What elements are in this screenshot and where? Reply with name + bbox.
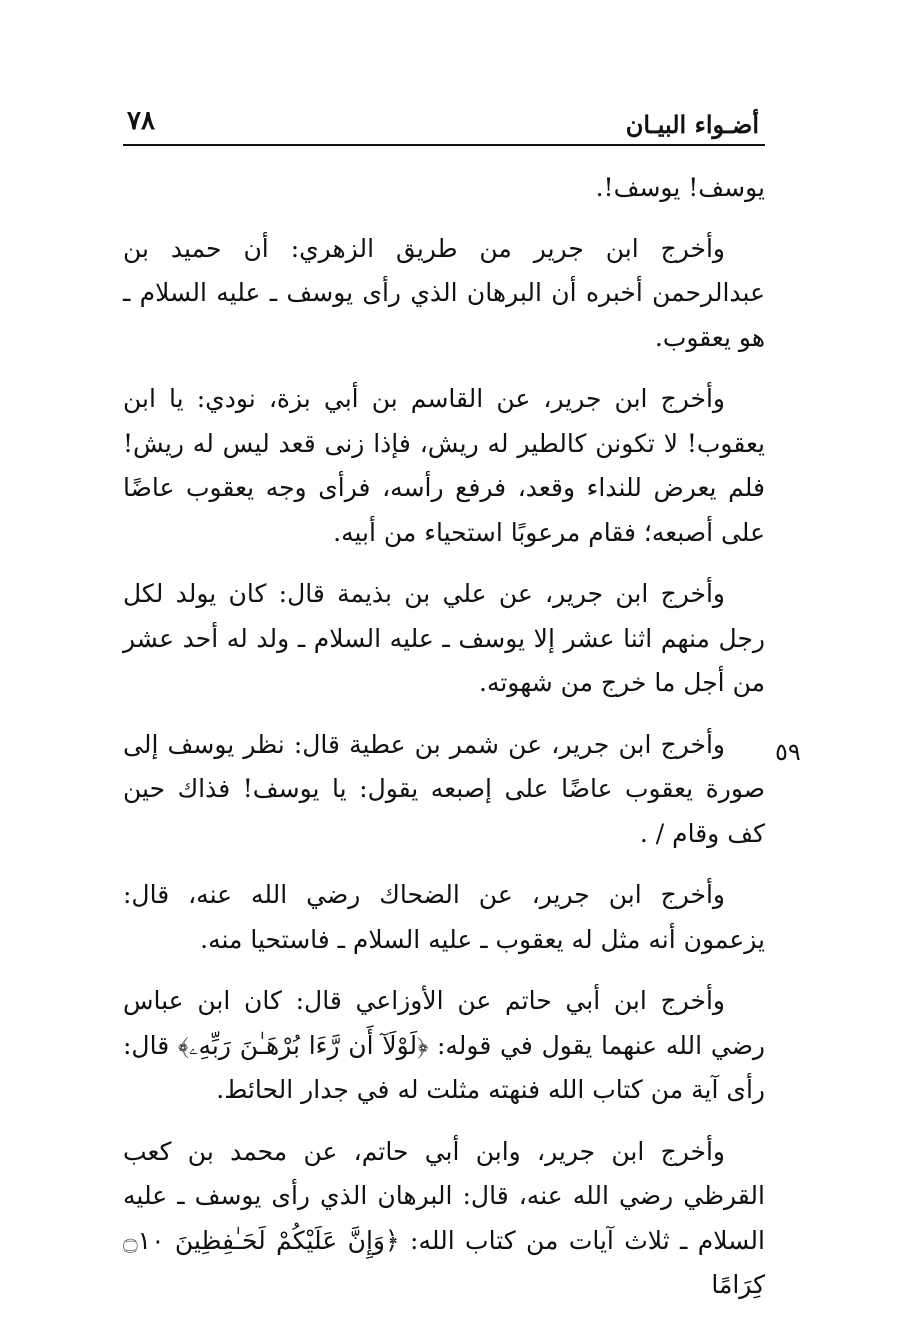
page-header <box>123 102 765 146</box>
margin-page-marker: ٥٩ <box>775 738 801 766</box>
paragraph: وأخرج ابن جرير، عن شمر بن عطية قال: نظر يوسف إلى صورة يعقوب عاضًا على إصبعه يقول: يا يوسف! فذاك حين كف وقام / . <box>123 729 765 848</box>
paragraph: وأخرج ابن جرير، عن الضحاك رضي الله عنه، قال: يزعمون أنه مثل له يعقوب ـ عليه السلام ـ فاستحيا منه. <box>123 880 765 954</box>
paragraph: وأخرج ابن أبي حاتم عن الأوزاعي قال: كان ابن عباس رضي الله عنهما يقول في قوله: ﴿لَوْلَآ أَن رَّءَا بُرْهَـٰنَ رَبِّهِۦ﴾ قال: رأى آية من كتاب الله فنهته مثلت له في جدار الحائط. <box>123 986 765 1104</box>
paragraph: وأخرج ابن جرير، وابن أبي حاتم، عن محمد بن كعب القرظي رضي الله عنه، قال: البرهان الذي رأى يوسف ـ عليه السلام ـ ثلاث آيات من كتاب الله: ﴿وَإِنَّ عَلَيْكُمْ لَحَـٰفِظِينَ ۝١٠ كِرَامًا <box>123 1136 765 1299</box>
paragraph: يوسف! يوسف!. <box>595 173 765 202</box>
paragraph: وأخرج ابن جرير، عن القاسم بن أبي بزة، نودي: يا ابن يعقوب! لا تكونن كالطير له ريش، فإذا زنى قعد ليس له ريش! فلم يعرض للنداء وقعد، فرفع رأسه، فرأى وجه يعقوب عاضًا على أصبعه؛ فقام مرعوبًا استحياء من أبيه. <box>123 384 765 547</box>
page-body <box>123 166 765 1325</box>
running-title: أضـواء البيـان <box>625 110 759 139</box>
paragraph: وأخرج ابن جرير من طريق الزهري: أن حميد بن عبدالرحمن أخبره أن البرهان الذي رأى يوسف ـ عليه السلام ـ هو يعقوب. <box>123 233 765 352</box>
paragraph: وأخرج ابن جرير، عن علي بن بذيمة قال: كان يولد لكل رجل منهم اثنا عشر إلا يوسف ـ عليه السلام ـ ولد له أحد عشر من أجل ما خرج من شهوته. <box>123 579 765 697</box>
page-number: ٧٨ <box>127 106 155 136</box>
